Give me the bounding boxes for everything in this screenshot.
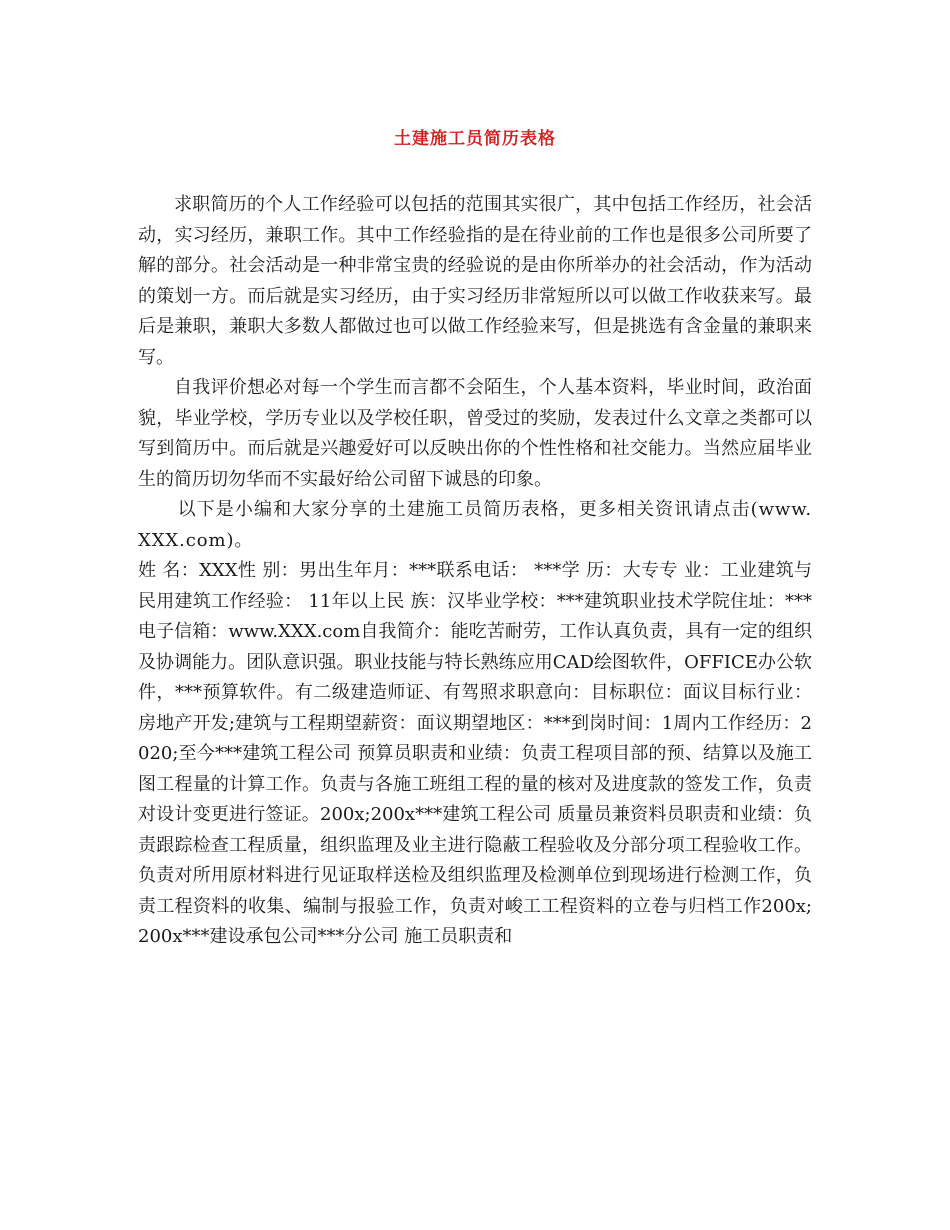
paragraph-work-experience: 求职简历的个人工作经验可以包括的范围其实很广，其中包括工作经历，社会活动，实习经历，兼职工作。其中工作经验指的是在待业前的工作也是很多公司所要了解的部分。社会活动是一种非常宝贵的经验说的是由你所举办的社会活动，作为活动的策划一方。而后就是实习经历，由于实习经历非常短所以可以做工作收获来写。最后是兼职，兼职大多数人都做过也可以做工作经验来写，但是挑选有含金量的兼职来写。 xyxy=(138,194,812,368)
paragraph-intro: 以下是小编和大家分享的土建施工员简历表格，更多相关资讯请点击(www.XXX.com)。 xyxy=(138,499,812,551)
paragraph-resume-details: 姓 名：XXX性 别：男出生年月：***联系电话： ***学 历：大专专 业：工业建筑与民用建筑工作经验： 11年以上民 族：汉毕业学校：***建筑职业技术学院住址：***电子信箱：www.XXX.com自我简介：能吃苦耐劳，工作认真负责，具有一定的组织及协调能力。团队意识强。职业技能与特长熟练应用CAD绘图软件，OFFICE办公软件，***预算软件。有二级建造师证、有驾照求职意向：目标职位：面议目标行业：房地产开发;建筑与工程期望薪资：面议期望地区：***到岗时间：1周内工作经历：2020;至今***建筑工程公司 预算员职责和业绩：负责工程项目部的预、结算以及施工图工程量的计算工作。负责与各施工班组工程的量的核对及进度款的签发工作，负责对设计变更进行签证。200x;200x***建筑工程公司 质量员兼资料员职责和业绩：负责跟踪检查工程质量，组织监理及业主进行隐蔽工程验收及分部分项工程验收工作。负责对所用原材料进行见证取样送检及组织监理及检测单位到现场进行检测工作，负责工程资料的收集、编制与报验工作，负责对峻工工程资料的立卷与归档工作200x;200x***建设承包公司***分公司 施工员职责和 xyxy=(138,560,812,947)
document-body xyxy=(138,190,812,953)
paragraph-self-evaluation: 自我评价想必对每一个学生而言都不会陌生，个人基本资料，毕业时间，政治面貌，毕业学校，学历专业以及学校任职，曾受过的奖励，发表过什么文章之类都可以写到简历中。而后就是兴趣爱好可以反映出你的个性性格和社交能力。当然应届毕业生的简历切勿华而不实最好给公司留下诚恳的印象。 xyxy=(138,377,812,490)
document-title: 土建施工员简历表格 xyxy=(394,129,556,149)
